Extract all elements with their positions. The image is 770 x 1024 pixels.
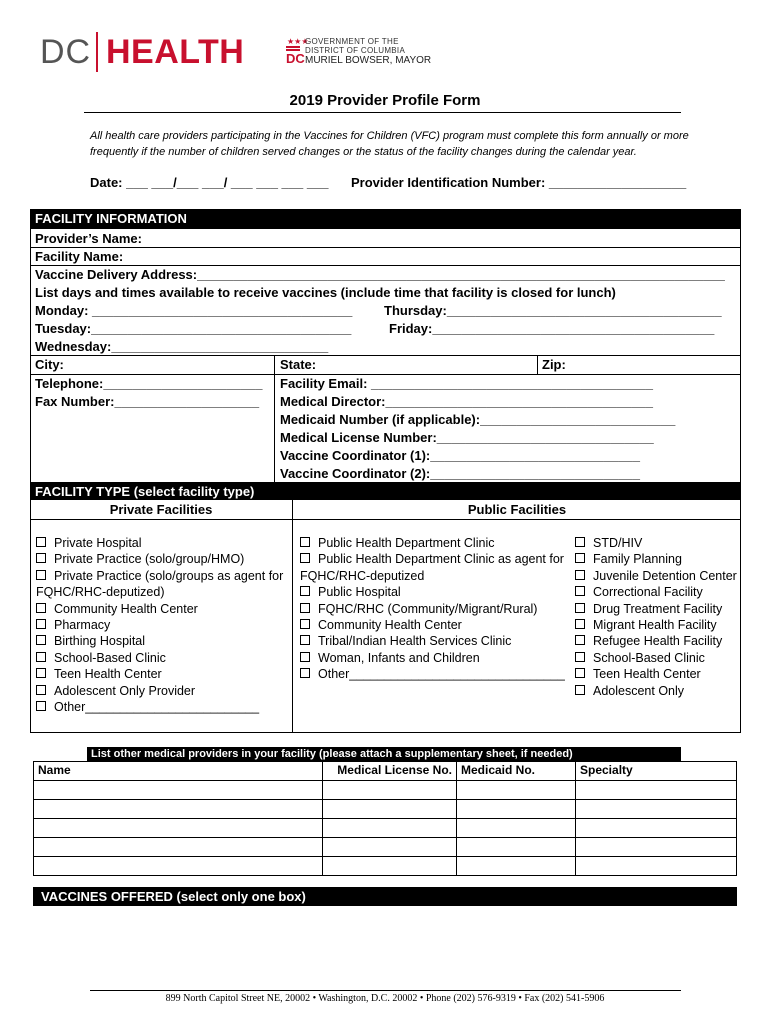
facility-option[interactable] [300, 618, 462, 632]
table-row[interactable] [34, 838, 737, 857]
facility-option[interactable] [300, 651, 480, 665]
other-providers-heading: List other medical providers in your facility (please attach a supplementary sheet, if needed) [87, 747, 681, 761]
facility-option[interactable] [575, 667, 701, 681]
checkbox[interactable] [575, 537, 585, 547]
checkbox[interactable] [300, 603, 310, 613]
checkbox[interactable] [36, 570, 46, 580]
list-days-label: List days and times available to receive vaccines (include time that facility is closed for lunch) [35, 285, 616, 300]
checkbox[interactable] [575, 570, 585, 580]
facility-option-label: Teen Health Center [593, 667, 701, 682]
facility-option[interactable] [36, 602, 198, 616]
medical-license-field[interactable]: Medical License Number:______________________________ [280, 430, 654, 445]
checkbox[interactable] [575, 619, 585, 629]
facility-option[interactable] [575, 618, 717, 632]
vaccine-coordinator-1-field[interactable]: Vaccine Coordinator (1):_____________________________ [280, 448, 640, 463]
facility-option[interactable] [300, 552, 564, 566]
checkbox[interactable] [300, 553, 310, 563]
facility-option [300, 569, 424, 583]
checkbox[interactable] [575, 668, 585, 678]
checkbox[interactable] [575, 603, 585, 613]
facility-option[interactable] [300, 602, 537, 616]
vaccines-offered-heading: VACCINES OFFERED (select only one box) [33, 887, 737, 906]
facility-option[interactable] [300, 536, 494, 550]
facility-option-label: School-Based Clinic [593, 650, 705, 665]
footer-rule [90, 990, 681, 991]
col-specialty: Specialty [576, 762, 737, 781]
checkbox[interactable] [36, 603, 46, 613]
wednesday-field[interactable]: Wednesday:______________________________ [35, 339, 329, 354]
checkbox[interactable] [36, 553, 46, 563]
checkbox[interactable] [575, 685, 585, 695]
checkbox[interactable] [36, 537, 46, 547]
facility-option-label: Family Planning [593, 552, 682, 567]
facility-option-label: School-Based Clinic [54, 650, 166, 665]
facility-option-label: Other_________________________ [54, 700, 260, 714]
facility-option[interactable] [575, 651, 705, 665]
facility-name-field[interactable]: Facility Name: [35, 249, 124, 264]
table-row[interactable] [34, 781, 737, 800]
facility-option[interactable] [36, 700, 259, 714]
facility-option-label: FQHC/RHC (Community/Migrant/Rural) [318, 601, 538, 616]
table-header-row [34, 762, 737, 781]
facility-option-label: Public Hospital [318, 585, 401, 600]
checkbox[interactable] [300, 619, 310, 629]
facility-option-label: Migrant Health Facility [593, 618, 717, 632]
facility-option-label: Woman, Infants and Children [318, 650, 480, 665]
gov-line-2: DISTRICT OF COLUMBIA [305, 46, 406, 55]
private-facilities-heading: Private Facilities [109, 502, 213, 517]
facility-option[interactable] [36, 569, 283, 583]
facility-option-label: Private Practice (solo/groups as agent for [54, 568, 284, 583]
checkbox[interactable] [36, 635, 46, 645]
checkbox[interactable] [36, 701, 46, 711]
col-name: Name [34, 762, 323, 781]
government-logo [286, 37, 436, 69]
facility-option-label: Refugee Health Facility [593, 634, 723, 649]
monday-field[interactable]: Monday: ____________________________________ [35, 303, 353, 318]
facility-option-label: Adolescent Only [593, 683, 685, 698]
facility-option[interactable] [36, 651, 166, 665]
table-row[interactable] [34, 800, 737, 819]
facility-option[interactable] [575, 569, 737, 583]
facility-option [36, 585, 165, 599]
divider [30, 247, 741, 248]
thursday-field[interactable]: Thursday:______________________________________ [384, 303, 722, 318]
checkbox[interactable] [575, 652, 585, 662]
facility-option-label: FQHC/RHC-deputized) [36, 585, 165, 600]
facility-option[interactable] [36, 536, 142, 550]
medicaid-number-field[interactable]: Medicaid Number (if applicable):___________________________ [280, 412, 676, 427]
fax-number-field[interactable]: Fax Number:____________________ [35, 394, 260, 409]
intro-text: All health care providers participating in the Vaccines for Children (VFC) program must complete this form annually or more frequently if the number of children served changes or the status of the facility changes during the calendar year. [90, 130, 689, 158]
facility-option-label: FQHC/RHC-deputized [300, 568, 425, 583]
facility-option-label: Private Hospital [54, 536, 142, 550]
facility-option-label: Adolescent Only Provider [54, 683, 196, 698]
facility-option-label: Other_______________________________ [318, 667, 565, 682]
facility-option[interactable] [575, 634, 722, 648]
city-field[interactable]: City: [35, 357, 64, 372]
facility-option-label: Community Health Center [54, 601, 198, 616]
checkbox[interactable] [300, 586, 310, 596]
date-field[interactable]: Date: ___ ___/___ ___/ ___ ___ ___ ___ [90, 175, 329, 190]
facility-option-label: Drug Treatment Facility [593, 601, 723, 616]
vaccine-coordinator-2-field[interactable]: Vaccine Coordinator (2):_____________________________ [280, 466, 640, 481]
divider [292, 500, 293, 733]
checkbox[interactable] [300, 668, 310, 678]
vaccine-delivery-address-field[interactable]: Vaccine Delivery Address:_________________________________________________________________________ [35, 267, 725, 282]
gov-mark: DC [286, 51, 305, 66]
facility-type-heading: FACILITY TYPE (select facility type) [30, 483, 741, 500]
col-medicaid: Medicaid No. [457, 762, 576, 781]
other-providers-table [33, 761, 737, 876]
facility-option[interactable] [36, 684, 195, 698]
facility-option-label: Juvenile Detention Center [593, 568, 737, 583]
table-row[interactable] [34, 857, 737, 876]
checkbox[interactable] [300, 652, 310, 662]
zip-field[interactable]: Zip: [542, 357, 566, 372]
public-facilities-heading: Public Facilities [467, 502, 567, 517]
facility-option[interactable] [300, 667, 565, 681]
providers-name-field[interactable]: Provider’s Name: [35, 231, 142, 246]
facility-option[interactable] [36, 667, 162, 681]
facility-option[interactable] [36, 552, 244, 566]
facility-information-heading: FACILITY INFORMATION [30, 209, 741, 229]
facility-option-label: Tribal/Indian Health Services Clinic [318, 634, 512, 649]
checkbox[interactable] [36, 652, 46, 662]
checkbox[interactable] [575, 635, 585, 645]
title-underline [84, 112, 681, 113]
facility-option[interactable] [575, 602, 722, 616]
facility-option-label: Pharmacy [54, 618, 111, 632]
form-title: 2019 Provider Profile Form [289, 92, 481, 109]
facility-option[interactable] [300, 585, 401, 599]
checkbox[interactable] [300, 537, 310, 547]
logo-dc-text: DC [40, 33, 92, 71]
facility-option-label: STD/HIV [593, 536, 643, 550]
divider [30, 519, 741, 520]
divider [30, 355, 741, 356]
facility-option-label: Teen Health Center [54, 667, 162, 682]
facility-option-label: Correctional Facility [593, 585, 703, 600]
facility-option-label: Public Health Department Clinic [318, 536, 495, 550]
facility-option-label: Birthing Hospital [54, 634, 146, 649]
checkbox[interactable] [300, 635, 310, 645]
gov-line-3: MURIEL BOWSER, MAYOR [305, 55, 432, 66]
divider [30, 374, 741, 375]
telephone-field[interactable]: Telephone:______________________ [35, 376, 263, 391]
facility-option[interactable] [575, 585, 703, 599]
checkbox[interactable] [36, 619, 46, 629]
dc-health-logo [40, 30, 255, 74]
facility-email-field[interactable]: Facility Email: _______________________________________ [280, 376, 654, 391]
logo-divider [96, 32, 98, 72]
facility-option[interactable] [575, 536, 642, 550]
friday-field[interactable]: Friday:_______________________________________ [389, 321, 715, 336]
col-medical-license: Medical License No. [323, 762, 457, 781]
facility-option[interactable] [575, 684, 684, 698]
checkbox[interactable] [575, 553, 585, 563]
tuesday-field[interactable]: Tuesday:____________________________________ [35, 321, 352, 336]
facility-option-label: Public Health Department Clinic as agent for [318, 552, 564, 567]
facility-option-label: Private Practice (solo/group/HMO) [54, 552, 245, 567]
facility-option[interactable] [36, 634, 145, 648]
facility-option[interactable] [575, 552, 682, 566]
facility-option-label: Community Health Center [318, 618, 462, 632]
checkbox[interactable] [575, 586, 585, 596]
checkbox[interactable] [36, 668, 46, 678]
facility-option[interactable] [36, 618, 110, 632]
divider [30, 265, 741, 266]
facility-option[interactable] [300, 634, 511, 648]
medical-director-field[interactable]: Medical Director:_____________________________________ [280, 394, 653, 409]
gov-line-1: GOVERNMENT OF THE [305, 37, 399, 46]
logo-health-text: HEALTH [106, 33, 245, 71]
footer-address: 899 North Capitol Street NE, 20002 • Washington, D.C. 20002 • Phone (202) 576-9319 • Fax (202) 541-5906 [165, 993, 605, 1004]
divider [537, 355, 538, 374]
table-row[interactable] [34, 819, 737, 838]
checkbox[interactable] [36, 685, 46, 695]
state-field[interactable]: State: [280, 357, 317, 372]
dc-flag-icon: ★★★ [286, 38, 300, 50]
provider-id-field[interactable]: Provider Identification Number: ___________________ [351, 175, 687, 190]
